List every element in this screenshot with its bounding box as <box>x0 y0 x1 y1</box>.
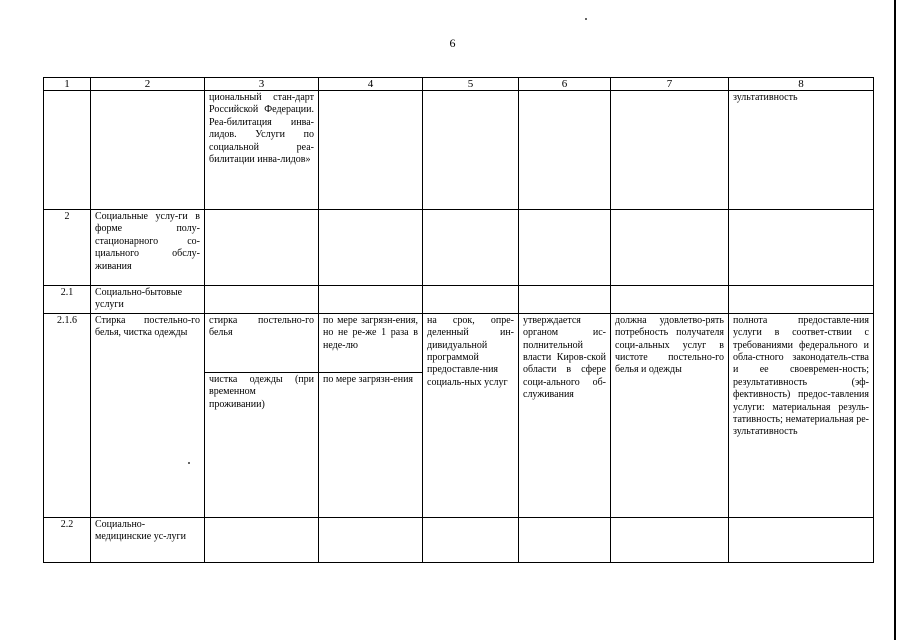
cell-evaluation: зультативность <box>729 91 874 210</box>
column-header: 6 <box>519 78 611 91</box>
table-row <box>44 517 874 562</box>
cell-periodicity: по мере загрязн-ения, но не ре-же 1 раза в неде-лю <box>319 313 423 372</box>
scan-speck <box>585 18 587 20</box>
table-row <box>44 286 874 314</box>
column-header: 3 <box>205 78 319 91</box>
cell-evaluation: полнота предоставле-ния услуги в соответ-ствии с требованиями федерального и обла-стного законодатель-ства и ее своевремен-ность; результативность (эф-фективность) предос-тавления услуги: материальная резуль-тативность; нематериальная ре-зультативность <box>729 313 874 517</box>
page-number: 6 <box>449 36 456 50</box>
cell-number: 2.1 <box>44 286 91 314</box>
column-header: 2 <box>91 78 205 91</box>
cell-description: циональный стан-дарт Российской Федерации. Реа-билитация инва-лидов. Услуги по социальной реа-билитации инва-лидов» <box>205 91 319 210</box>
cell-description: чистка одежды (при временном проживании) <box>205 372 319 517</box>
services-table <box>43 77 874 563</box>
cell-service-name: Социально-бытовые услуги <box>91 286 205 314</box>
cell-number: 2.2 <box>44 517 91 562</box>
cell-term: на срок, опре-деленный ин-дивидуальной программой предоставле-ния социаль-ных услуг <box>423 313 519 517</box>
cell-service-name <box>91 91 205 210</box>
cell-cost <box>519 91 611 210</box>
cell-cost: утверждается органом ис-полнительной власти Киров-ской области в сфере соци-ального об-служивания <box>519 313 611 517</box>
cell-number <box>44 91 91 210</box>
cell-service-name: Социально-медицинские ус-луги <box>91 517 205 562</box>
column-header: 4 <box>319 78 423 91</box>
cell-number: 2 <box>44 210 91 286</box>
cell-requirements: должна удовлетво-рять потребность получателя соци-альных услуг в чистоте постельно-го белья и одежды <box>611 313 729 517</box>
cell-service-name: Стирка постельно-го белья, чистка одежды <box>91 313 205 517</box>
scan-edge-line <box>894 0 896 640</box>
cell-requirements <box>611 91 729 210</box>
column-header: 7 <box>611 78 729 91</box>
header-row <box>44 78 874 91</box>
cell-number: 2.1.6 <box>44 313 91 517</box>
table-row <box>44 313 874 372</box>
cell-service-name: Социальные услу-ги в форме полу-стационарного со-циального обслу-живания <box>91 210 205 286</box>
cell-description: стирка постельно-го белья <box>205 313 319 372</box>
cell-periodicity: по мере загрязн-ения <box>319 372 423 517</box>
column-header: 5 <box>423 78 519 91</box>
table-row <box>44 210 874 286</box>
cell-term <box>423 91 519 210</box>
cell-periodicity <box>319 91 423 210</box>
table-row <box>44 91 874 210</box>
column-header: 1 <box>44 78 91 91</box>
column-header: 8 <box>729 78 874 91</box>
